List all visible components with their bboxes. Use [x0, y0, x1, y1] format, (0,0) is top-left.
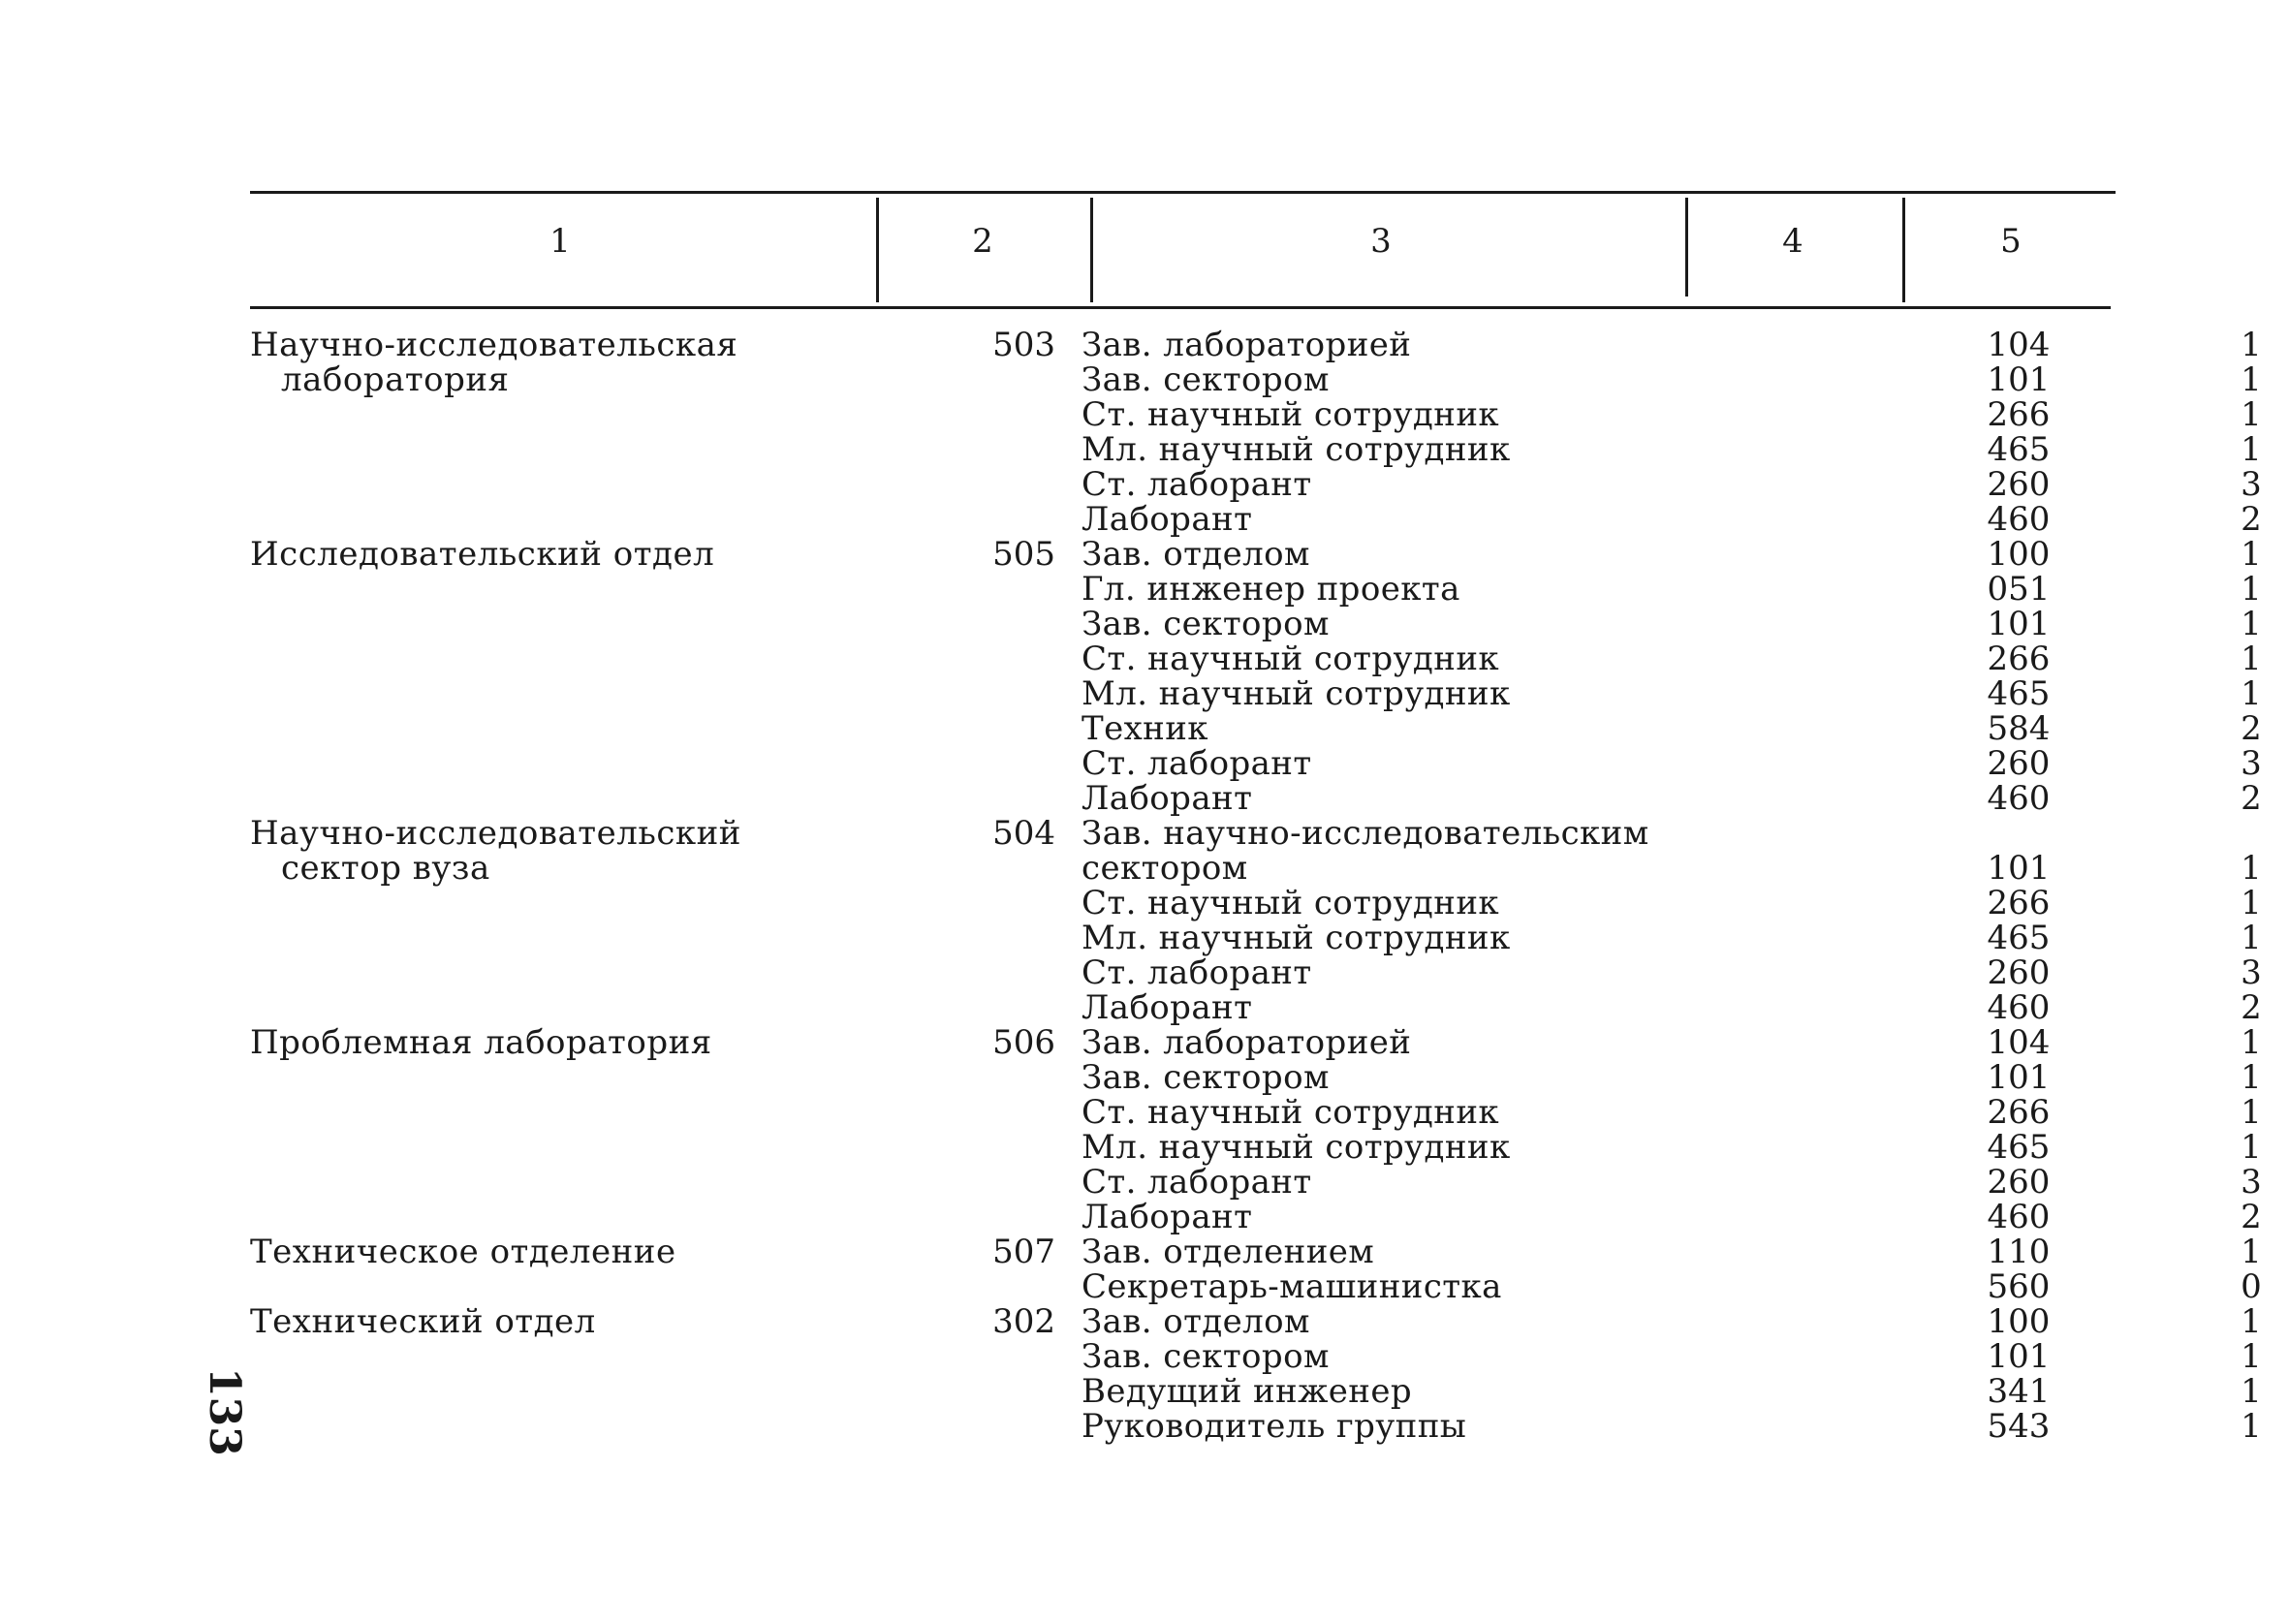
- position-title: Лаборант: [1082, 1198, 1253, 1236]
- count-cell: 1: [2241, 430, 2262, 469]
- position-title: Ст. научный сотрудник: [1082, 1093, 1500, 1132]
- group-name-line: Исследовательский отдел: [250, 535, 715, 574]
- table-row: [1082, 1302, 2262, 1341]
- code-cell: 465: [1987, 674, 2051, 713]
- table-row: [1082, 1267, 2262, 1306]
- count-cell: 1: [2241, 1058, 2262, 1097]
- code-cell: 104: [1987, 326, 2051, 364]
- position-title: Мл. научный сотрудник: [1082, 674, 1511, 713]
- position-title: Мл. научный сотрудник: [1082, 919, 1511, 957]
- table-row: [1082, 326, 2262, 364]
- group-name: [250, 816, 754, 886]
- table-row: [1082, 535, 2262, 574]
- page-number: 133: [199, 1367, 249, 1456]
- count-cell: 1: [2241, 674, 2262, 713]
- table-row: [1082, 1128, 2262, 1167]
- table-top-rule: [250, 191, 2116, 194]
- group-name-line: сектор вуза: [281, 849, 490, 888]
- position-title: Ст. научный сотрудник: [1082, 640, 1500, 678]
- table-row: [1082, 1198, 2262, 1236]
- position-title: Зав. отделением: [1082, 1233, 1375, 1271]
- position-title: Ст. лаборант: [1082, 744, 1312, 783]
- table-row: [1082, 709, 2262, 748]
- code-cell: 260: [1987, 1163, 2051, 1202]
- count-cell: 0: [2241, 1267, 2262, 1306]
- position-title: Техник: [1082, 709, 1208, 748]
- table-body: [250, 326, 2262, 1446]
- position-title: Гл. инженер проекта: [1082, 570, 1460, 609]
- count-cell: 1: [2241, 1023, 2262, 1062]
- table-row: [1082, 1163, 2262, 1202]
- position-title: Лаборант: [1082, 779, 1253, 818]
- code-cell: 101: [1987, 849, 2051, 888]
- code-cell: 560: [1987, 1267, 2051, 1306]
- code-cell: 460: [1987, 1198, 2051, 1236]
- count-cell: 1: [2241, 326, 2262, 364]
- header-divider-3: [1685, 198, 1688, 297]
- code-cell: 465: [1987, 1128, 2051, 1167]
- code-cell: 051: [1987, 570, 2051, 609]
- position-title: Мл. научный сотрудник: [1082, 430, 1511, 469]
- count-cell: 1: [2241, 919, 2262, 957]
- code-cell: 260: [1987, 744, 2051, 783]
- code-cell: 101: [1987, 1337, 2051, 1376]
- position-title: Ст. лаборант: [1082, 953, 1312, 992]
- position-title: Зав. сектором: [1082, 1058, 1330, 1097]
- table-row: [1082, 1233, 2262, 1271]
- count-cell: 1: [2241, 360, 2262, 399]
- table-group: [250, 535, 2262, 818]
- group-code: 503: [992, 326, 1055, 364]
- position-title: Секретарь-машинистка: [1082, 1267, 1502, 1306]
- position-title: Зав. сектором: [1082, 360, 1330, 399]
- position-title: Зав. лабораторией: [1082, 326, 1412, 364]
- position-title: Ведущий инженер: [1082, 1372, 1413, 1411]
- count-cell: 1: [2241, 1128, 2262, 1167]
- position-title: Лаборант: [1082, 500, 1253, 539]
- code-cell: 460: [1987, 988, 2051, 1027]
- code-cell: 101: [1987, 605, 2051, 643]
- table-row: [1082, 1407, 2262, 1446]
- table-row: [1082, 814, 2262, 888]
- group-code: 506: [992, 1023, 1055, 1062]
- table-row: [1082, 570, 2262, 609]
- table-group: [250, 1233, 2262, 1306]
- group-name-line: Проблемная лаборатория: [250, 1023, 712, 1062]
- count-cell: 1: [2241, 849, 2262, 888]
- code-cell: 543: [1987, 1407, 2051, 1446]
- count-cell: 1: [2241, 1233, 2262, 1271]
- count-cell: 2: [2241, 779, 2262, 818]
- code-cell: 260: [1987, 953, 2051, 992]
- table-row: [1082, 465, 2262, 504]
- group-name-line: лаборатория: [281, 360, 510, 399]
- code-cell: 460: [1987, 779, 2051, 818]
- table-row: [1082, 1023, 2262, 1062]
- code-cell: 101: [1987, 1058, 2051, 1097]
- code-cell: 460: [1987, 500, 2051, 539]
- count-cell: 1: [2241, 1337, 2262, 1376]
- table-row: [1082, 988, 2262, 1027]
- group-name-line: Технический отдел: [250, 1302, 596, 1341]
- header-divider-2: [1090, 198, 1093, 302]
- table-row: [1082, 674, 2262, 713]
- table-group: [250, 1023, 2262, 1236]
- group-name-line: Научно-исследовательский: [250, 814, 741, 853]
- table-header-rule: [250, 306, 2111, 309]
- group-name: [250, 1234, 754, 1269]
- count-cell: 1: [2241, 1372, 2262, 1411]
- count-cell: 1: [2241, 535, 2262, 574]
- code-cell: 266: [1987, 884, 2051, 922]
- table-row: [1082, 953, 2262, 992]
- table-row: [1082, 1372, 2262, 1411]
- header-divider-1: [876, 198, 879, 302]
- code-cell: 584: [1987, 709, 2051, 748]
- count-cell: 2: [2241, 1198, 2262, 1236]
- position-title: Зав. отделом: [1082, 535, 1310, 574]
- code-cell: 100: [1987, 535, 2051, 574]
- table-row: [1082, 430, 2262, 469]
- count-cell: 2: [2241, 500, 2262, 539]
- count-cell: 3: [2241, 953, 2262, 992]
- count-cell: 1: [2241, 605, 2262, 643]
- table-row: [1082, 1093, 2262, 1132]
- position-title: Зав. отделом: [1082, 1302, 1310, 1341]
- position-title: Руководитель группы: [1082, 1407, 1467, 1446]
- table-row: [1082, 779, 2262, 818]
- count-cell: 1: [2241, 640, 2262, 678]
- column-header-1: 1: [549, 222, 571, 261]
- column-header-5: 5: [2000, 222, 2022, 261]
- position-title: Ст. научный сотрудник: [1082, 884, 1500, 922]
- code-cell: 100: [1987, 1302, 2051, 1341]
- code-cell: 101: [1987, 360, 2051, 399]
- group-name: [250, 328, 754, 397]
- position-title: Зав. сектором: [1082, 605, 1330, 643]
- group-code: 504: [992, 814, 1055, 853]
- code-cell: 260: [1987, 465, 2051, 504]
- count-cell: 3: [2241, 465, 2262, 504]
- count-cell: 1: [2241, 395, 2262, 434]
- position-title: Ст. научный сотрудник: [1082, 395, 1500, 434]
- code-cell: 266: [1987, 395, 2051, 434]
- table-row: [1082, 500, 2262, 539]
- code-cell: 266: [1987, 640, 2051, 678]
- column-header-3: 3: [1370, 222, 1392, 261]
- count-cell: 1: [2241, 1407, 2262, 1446]
- position-title: Ст. лаборант: [1082, 1163, 1312, 1202]
- code-cell: 341: [1987, 1372, 2051, 1411]
- count-cell: 2: [2241, 988, 2262, 1027]
- table-row: [1082, 1058, 2262, 1097]
- count-cell: 3: [2241, 1163, 2262, 1202]
- code-cell: 266: [1987, 1093, 2051, 1132]
- position-title: Лаборант: [1082, 988, 1253, 1027]
- group-code: 505: [992, 535, 1055, 574]
- table-group: [250, 326, 2262, 539]
- table-group: [250, 1302, 2262, 1446]
- table-row: [1082, 360, 2262, 399]
- code-cell: 110: [1987, 1233, 2051, 1271]
- position-title: Зав. научно-исследовательским сектором: [1082, 814, 1649, 888]
- code-cell: 104: [1987, 1023, 2051, 1062]
- table-row: [1082, 919, 2262, 957]
- position-title: Зав. сектором: [1082, 1337, 1330, 1376]
- header-divider-4: [1902, 198, 1905, 302]
- position-title: Зав. лабораторией: [1082, 1023, 1412, 1062]
- count-cell: 1: [2241, 570, 2262, 609]
- code-cell: 465: [1987, 430, 2051, 469]
- group-code: 302: [992, 1302, 1055, 1341]
- group-name: [250, 1304, 754, 1339]
- count-cell: 1: [2241, 1302, 2262, 1341]
- count-cell: 3: [2241, 744, 2262, 783]
- column-header-4: 4: [1782, 222, 1803, 261]
- group-name: [250, 537, 754, 572]
- table-row: [1082, 1337, 2262, 1376]
- column-header-2: 2: [972, 222, 993, 261]
- position-title: Мл. научный сотрудник: [1082, 1128, 1511, 1167]
- table-row: [1082, 884, 2262, 922]
- table-row: [1082, 640, 2262, 678]
- table-row: [1082, 395, 2262, 434]
- group-code: 507: [992, 1233, 1055, 1271]
- group-name-line: Техническое отделение: [250, 1233, 676, 1271]
- table-group: [250, 814, 2262, 1027]
- code-cell: 465: [1987, 919, 2051, 957]
- count-cell: 1: [2241, 884, 2262, 922]
- group-name-line: Научно-исследовательская: [250, 326, 738, 364]
- group-name: [250, 1025, 754, 1060]
- count-cell: 2: [2241, 709, 2262, 748]
- table-row: [1082, 744, 2262, 783]
- table-row: [1082, 605, 2262, 643]
- position-title: Ст. лаборант: [1082, 465, 1312, 504]
- count-cell: 1: [2241, 1093, 2262, 1132]
